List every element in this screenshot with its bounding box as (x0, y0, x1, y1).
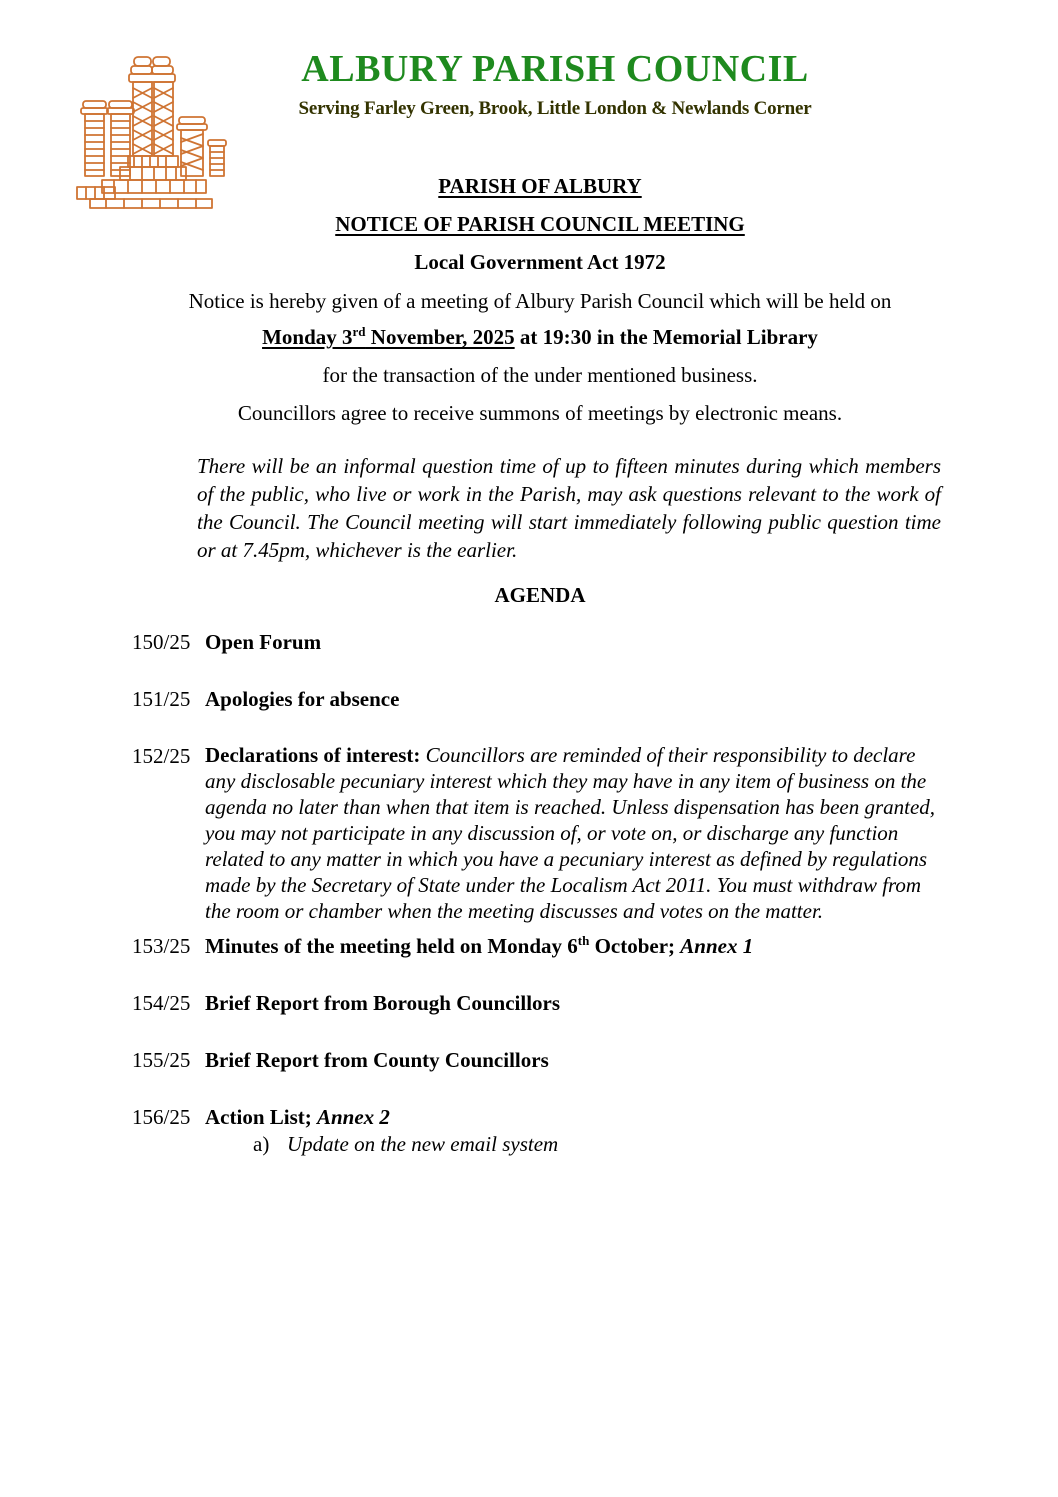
document-body (0, 172, 1058, 1158)
transaction-line: for the transaction of the under mentioned business. (322, 363, 758, 387)
agenda-item-title: Action List; (205, 1105, 312, 1129)
council-subtitle: Serving Farley Green, Brook, Little London & Newlands Corner (298, 98, 812, 119)
albury-chimneys-logo (72, 54, 238, 210)
heading-local-government-act: Local Government Act 1972 (414, 250, 666, 274)
agenda-ref: 155/25 (132, 1048, 191, 1072)
meeting-date: Monday 3rd November, 2025 (262, 324, 515, 349)
agenda-item-150 (132, 628, 948, 656)
agenda-item-155 (132, 1046, 948, 1074)
meeting-date-line (132, 323, 948, 351)
meeting-time-venue: at 19:30 in the Memorial Library (514, 325, 818, 349)
agenda-ref: 154/25 (132, 991, 191, 1015)
notice-intro-line: Notice is hereby given of a meeting of Albury Parish Council which will be held on (188, 289, 892, 313)
heading-notice-of-meeting: NOTICE OF PARISH COUNCIL MEETING (335, 212, 745, 236)
agenda-item-152 (132, 742, 948, 924)
heading-parish-of-albury: PARISH OF ALBURY (438, 174, 642, 198)
date-ordinal: rd (352, 324, 366, 339)
annex-reference: Annex 2 (317, 1105, 390, 1129)
agenda-item-154 (132, 989, 948, 1017)
agenda-ref: 152/25 (132, 744, 191, 768)
council-title: ALBURY PARISH COUNCIL (301, 48, 809, 90)
agenda-item-detail: Councillors are reminded of their responsibility to declare any disclosable pecuniary interest which they may have in any item of business on the agenda no later than when that item is reached. Unless dispensation has been granted, you may not participate in any discussion of, or vote on, or discharge any function related to any matter in which you have a pecuniary interest as defined by regulations made by the Secretary of State under the Localism Act 2011. You must withdraw from the room or chamber when the meeting discusses and votes on the matter. (205, 743, 936, 923)
sub-item-text: Update on the new email system (287, 1132, 559, 1156)
agenda-sub-item-a (253, 1131, 948, 1158)
agenda-item-title: Open Forum (205, 630, 322, 654)
agenda-item-151 (132, 685, 948, 713)
agenda-ref: 150/25 (132, 630, 191, 654)
agenda-item-title: Brief Report from Borough Councillors (205, 991, 561, 1015)
agenda-item-title: Brief Report from County Councillors (205, 1048, 549, 1072)
summons-line: Councillors agree to receive summons of meetings by electronic means. (237, 401, 843, 425)
agenda-heading: AGENDA (494, 583, 586, 607)
agenda-ref: 156/25 (132, 1105, 191, 1129)
date-ordinal: th (577, 933, 590, 948)
tudor-chimneys-icon (72, 54, 238, 210)
agenda-ref: 151/25 (132, 687, 191, 711)
agenda-item-153: 153/25 Minutes of the meeting held on Monday 6th October; Annex 1 (132, 933, 754, 958)
agenda-ref: 153/25 (132, 934, 191, 958)
agenda-item-title: Minutes of the meeting held on Monday 6 (205, 934, 578, 958)
agenda-item-title: Apologies for absence (205, 687, 400, 711)
agenda-item-title: Declarations of interest: (205, 743, 421, 767)
sub-item-label: a) (253, 1132, 270, 1156)
annex-reference: Annex 1 (680, 934, 754, 958)
agenda-item-156 (132, 1103, 948, 1158)
question-time-paragraph: There will be an informal question time of up to fifteen minutes during which members of the public, who live or work in the Parish, may ask questions relevant to the work of the Council. The Council meeting will start immediately following public question time or at 7.45pm, whichever is the earlier. (197, 454, 941, 562)
